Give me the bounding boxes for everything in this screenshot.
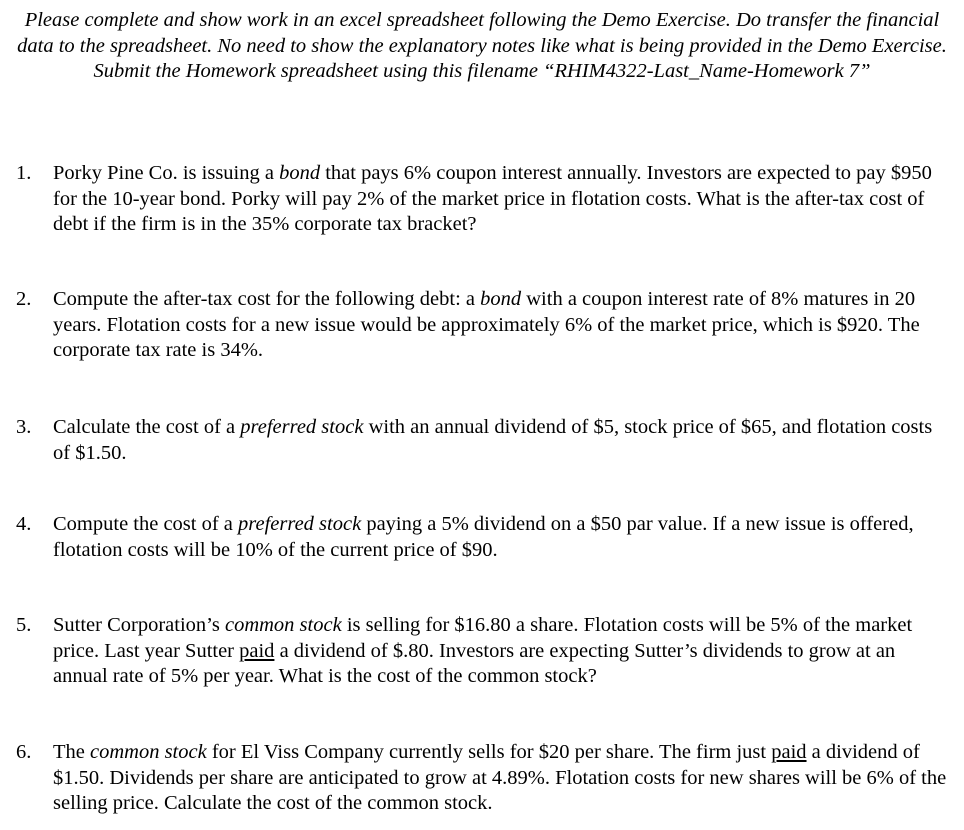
question-emphasis: bond [480, 288, 522, 310]
instructions-text: Please complete and show work in an excel spreadsheet following the Demo Exercise. Do transfer the financial data to the spreadsheet. No need to show the explanatory notes like what is being provided in the Demo Exercise. [17, 9, 947, 57]
question-underline: paid [771, 741, 807, 763]
question-number: 4. [16, 513, 32, 535]
question-text-part: Compute the after-tax cost for the following debt: a [53, 288, 481, 310]
question-text-part: a dividend of $1.50. Dividends per share are anticipated to grow at 4.89%. Flotation costs for new shares will be 6% of the selling price. Calculate the cost of the common stock. [53, 741, 947, 814]
question-3 [16, 415, 954, 466]
instructions-header [14, 8, 950, 85]
question-text-part: is selling for $16.80 a share. Flotation costs will be 5% of the market price. Last year Sutter [53, 614, 913, 662]
question-number: 6. [16, 741, 32, 763]
question-text-part: Porky Pine Co. is issuing a [53, 162, 280, 184]
question-text-part: with an annual dividend of $5, stock price of $65, and flotation costs of $1.50. [53, 416, 933, 464]
question-text [53, 415, 954, 466]
question-text-part: The [53, 741, 90, 763]
filename-instruction: Submit the Homework spreadsheet using this filename “RHIM4322-Last_Name-Homework 7” [93, 60, 871, 82]
question-text-part: Sutter Corporation’s [53, 614, 225, 636]
question-emphasis: common stock [90, 741, 207, 763]
question-text-part: paying a 5% dividend on a $50 par value. If a new issue is offered, flotation costs will be 10% of the current price of $90. [53, 513, 914, 561]
question-emphasis: bond [279, 162, 321, 184]
question-2 [16, 287, 954, 364]
question-1 [16, 161, 954, 238]
question-text [53, 740, 954, 817]
question-number: 1. [16, 162, 32, 184]
question-text-part: Compute the cost of a [53, 513, 239, 535]
question-text [53, 613, 954, 690]
question-text [53, 512, 954, 563]
question-text-part: a dividend of $.80. Investors are expecting Sutter’s dividends to grow at an annual rate of 5% per year. What is the cost of the common stock? [53, 639, 896, 687]
question-6 [16, 740, 954, 817]
question-text-part: for El Viss Company currently sells for $20 per share. The firm just [206, 741, 772, 763]
question-number: 2. [16, 288, 32, 310]
question-text-part: that pays 6% coupon interest annually. Investors are expected to pay $950 for the 10-year bond. Porky will pay 2% of the market price in flotation costs. What is the after-tax cost of debt if the firm is in the 35% corporate tax bracket? [53, 162, 932, 235]
question-text [53, 161, 954, 238]
question-text-part: with a coupon interest rate of 8% matures in 20 years. Flotation costs for a new issue would be approximately 6% of the market price, which is $920. The corporate tax rate is 34%. [53, 288, 920, 361]
question-underline: paid [239, 639, 275, 662]
question-5 [16, 613, 954, 690]
question-text [53, 287, 954, 364]
question-emphasis: preferred stock [240, 416, 364, 438]
question-emphasis: common stock [224, 614, 342, 636]
question-emphasis: preferred stock [238, 513, 362, 535]
question-text-part: Calculate the cost of a [53, 416, 241, 438]
question-4 [16, 512, 954, 563]
question-number: 3. [16, 416, 32, 438]
question-number: 5. [16, 614, 32, 636]
